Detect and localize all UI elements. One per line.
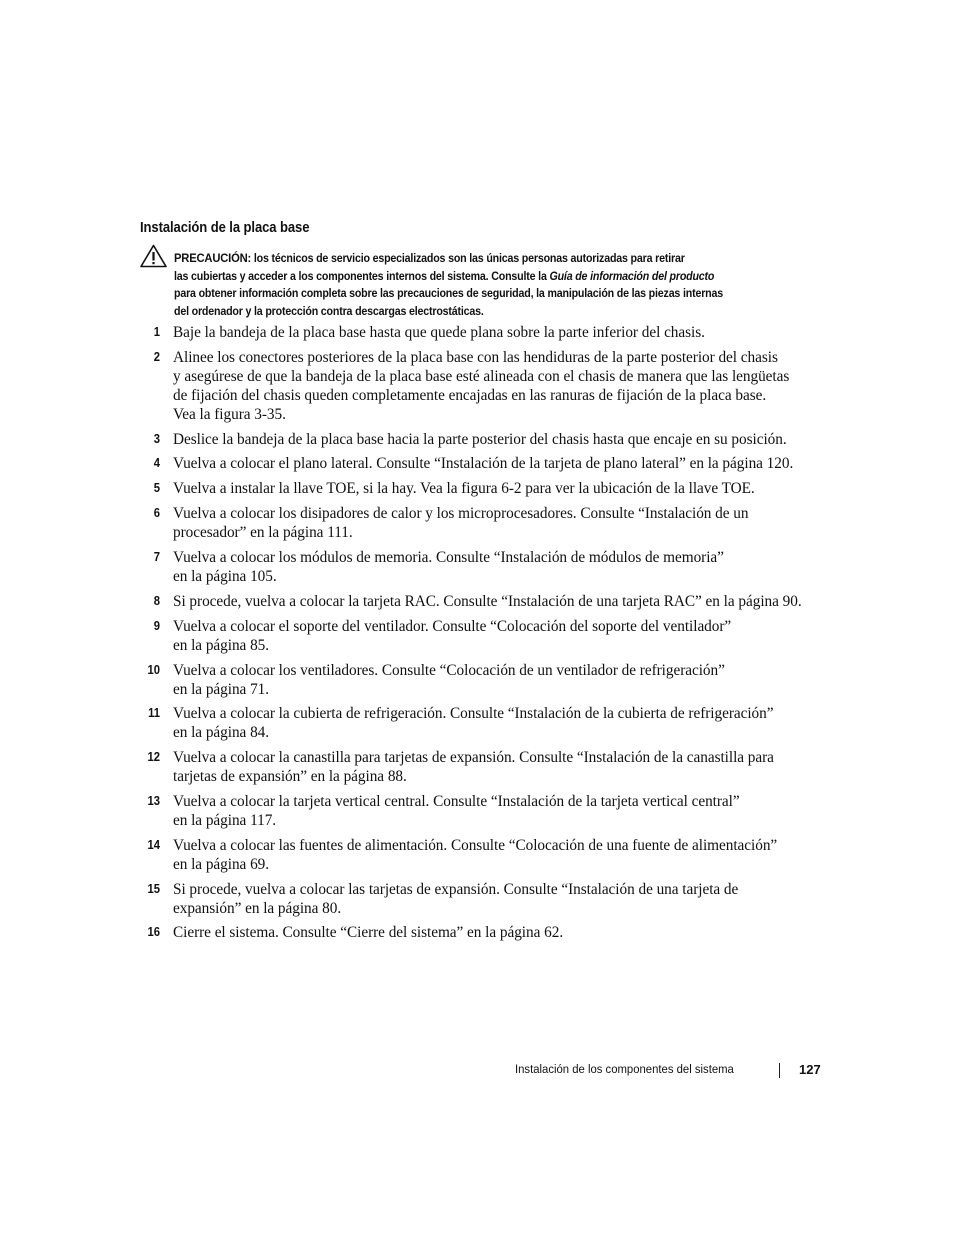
- product-guide-reference: Guía de información del producto: [549, 269, 715, 283]
- step-text: [173, 618, 830, 656]
- step-number: 10: [147, 662, 160, 677]
- step-number: 7: [153, 550, 160, 565]
- step-item: [140, 505, 830, 543]
- step-item: [140, 324, 830, 343]
- footer-divider: [779, 1063, 780, 1078]
- caution-line1-text: los técnicos de servicio especializados son las únicas personas autorizadas para retirar: [251, 252, 685, 265]
- caution-text: [174, 250, 778, 320]
- step-number: 2: [153, 349, 160, 364]
- section-heading: Instalación de la placa base: [140, 220, 310, 236]
- step-number: 13: [147, 794, 160, 809]
- step-text-line: y asegúrese de que la bandeja de la placa base esté alineada con el chasis de manera que las lengüetas: [173, 367, 790, 385]
- step-text: [173, 749, 830, 787]
- step-item: [140, 881, 830, 919]
- caution-line-4: del ordenador y la protección contra descargas electrostáticas.: [174, 304, 484, 318]
- step-text-line: Vuelva a colocar la tarjeta vertical central. Consulte “Instalación de la tarjeta vertical central”: [173, 793, 740, 811]
- step-number: 15: [147, 881, 160, 896]
- step-text: [173, 324, 830, 343]
- step-text: [173, 505, 830, 543]
- step-item: [140, 431, 830, 450]
- step-text-line: en la página 71.: [173, 680, 270, 698]
- step-number: 5: [153, 481, 160, 496]
- step-text: [173, 349, 830, 425]
- step-text-line: Si procede, vuelva a colocar la tarjeta RAC. Consulte “Instalación de una tarjeta RAC” en la página 90.: [173, 592, 802, 610]
- caution-line2-text: las cubiertas y acceder a los componentes internos del sistema. Consulte la: [174, 269, 550, 283]
- step-item: [140, 480, 830, 499]
- step-text-line: tarjetas de expansión” en la página 88.: [173, 768, 407, 786]
- step-item: [140, 793, 830, 831]
- step-text: [173, 793, 830, 831]
- step-text-line: en la página 84.: [173, 724, 270, 742]
- step-text-line: Baje la bandeja de la placa base hasta que quede plana sobre la parte inferior del chasis.: [173, 324, 705, 341]
- step-item: [140, 924, 830, 943]
- step-text: [173, 705, 830, 743]
- step-text: [173, 881, 830, 919]
- step-text-line: Alinee los conectores posteriores de la placa base con las hendiduras de la parte posterior del chasis: [173, 348, 778, 366]
- caution-line-1: [174, 250, 778, 268]
- step-text-line: Vuelva a colocar los ventiladores. Consulte “Colocación de un ventilador de refrigeración”: [173, 661, 725, 679]
- step-text: [173, 662, 830, 700]
- page-footer: [515, 1062, 825, 1082]
- step-text-line: expansión” en la página 80.: [173, 899, 342, 917]
- step-number: 9: [153, 618, 160, 633]
- step-text: [173, 431, 830, 450]
- caution-line-3: para obtener información completa sobre las precauciones de seguridad, la manipulación de las piezas internas: [174, 287, 723, 300]
- step-item: [140, 549, 830, 587]
- step-item: [140, 837, 830, 875]
- step-text-line: en la página 69.: [173, 855, 270, 873]
- step-text-line: Vuelva a colocar los módulos de memoria. Consulte “Instalación de módulos de memoria”: [173, 549, 724, 567]
- step-item: [140, 618, 830, 656]
- step-item: [140, 455, 830, 474]
- step-text: [173, 480, 830, 499]
- caution-label: PRECAUCIÓN:: [174, 251, 252, 265]
- step-text: [173, 837, 830, 875]
- step-text-line: Vuelva a colocar la canastilla para tarjetas de expansión. Consulte “Instalación de la canastilla para: [173, 749, 774, 767]
- step-text: [173, 593, 830, 612]
- step-item: [140, 749, 830, 787]
- warning-triangle-icon: [140, 244, 167, 268]
- step-text-line: Vuelva a colocar el soporte del ventilador. Consulte “Colocación del soporte del ventilador”: [173, 617, 732, 635]
- footer-chapter-title: Instalación de los componentes del sistema: [515, 1062, 734, 1076]
- step-item: [140, 705, 830, 743]
- step-text-line: Deslice la bandeja de la placa base hacia la parte posterior del chasis hasta que encaje en su posición.: [173, 430, 787, 448]
- step-text-line: en la página 85.: [173, 636, 270, 654]
- step-number: 11: [148, 706, 160, 721]
- step-text-line: Vuelva a colocar el plano lateral. Consulte “Instalación de la tarjeta de plano lateral” en la página 120.: [173, 455, 794, 473]
- step-number: 12: [147, 750, 160, 765]
- step-text-line: Vuelva a instalar la llave TOE, si la hay. Vea la figura 6-2 para ver la ubicación de la llave TOE.: [173, 480, 755, 498]
- step-item: [140, 593, 830, 612]
- step-item: [140, 662, 830, 700]
- step-text-line: en la página 105.: [173, 567, 277, 585]
- page-number: 127: [799, 1062, 821, 1077]
- step-number: 8: [153, 593, 160, 608]
- step-number: 3: [153, 431, 160, 446]
- procedure-steps: [140, 324, 830, 949]
- step-text-line: Cierre el sistema. Consulte “Cierre del sistema” en la página 62.: [173, 924, 564, 942]
- step-text-line: Vea la figura 3-35.: [173, 405, 286, 423]
- step-number: 16: [147, 925, 160, 940]
- step-text-line: en la página 117.: [173, 811, 277, 829]
- step-text-line: de fijación del chasis queden completamente encajadas en las ranuras de fijación de la placa base.: [173, 386, 767, 404]
- step-text-line: Si procede, vuelva a colocar las tarjetas de expansión. Consulte “Instalación de una tarjeta de: [173, 880, 739, 898]
- step-text: [173, 924, 830, 943]
- step-number: 4: [153, 456, 160, 471]
- step-text-line: Vuelva a colocar los disipadores de calor y los microprocesadores. Consulte “Instalación de un: [173, 505, 749, 523]
- step-item: [140, 349, 830, 425]
- step-text: [173, 455, 830, 474]
- step-text: [173, 549, 830, 587]
- step-number: 14: [147, 837, 160, 852]
- caution-line-2: [174, 268, 778, 286]
- step-text-line: Vuelva a colocar la cubierta de refrigeración. Consulte “Instalación de la cubierta de refrigeración”: [173, 705, 774, 723]
- step-number: 1: [153, 325, 160, 339]
- step-text-line: procesador” en la página 111.: [173, 524, 353, 542]
- step-number: 6: [153, 506, 160, 521]
- step-text-line: Vuelva a colocar las fuentes de alimentación. Consulte “Colocación de una fuente de alimentación”: [173, 836, 778, 854]
